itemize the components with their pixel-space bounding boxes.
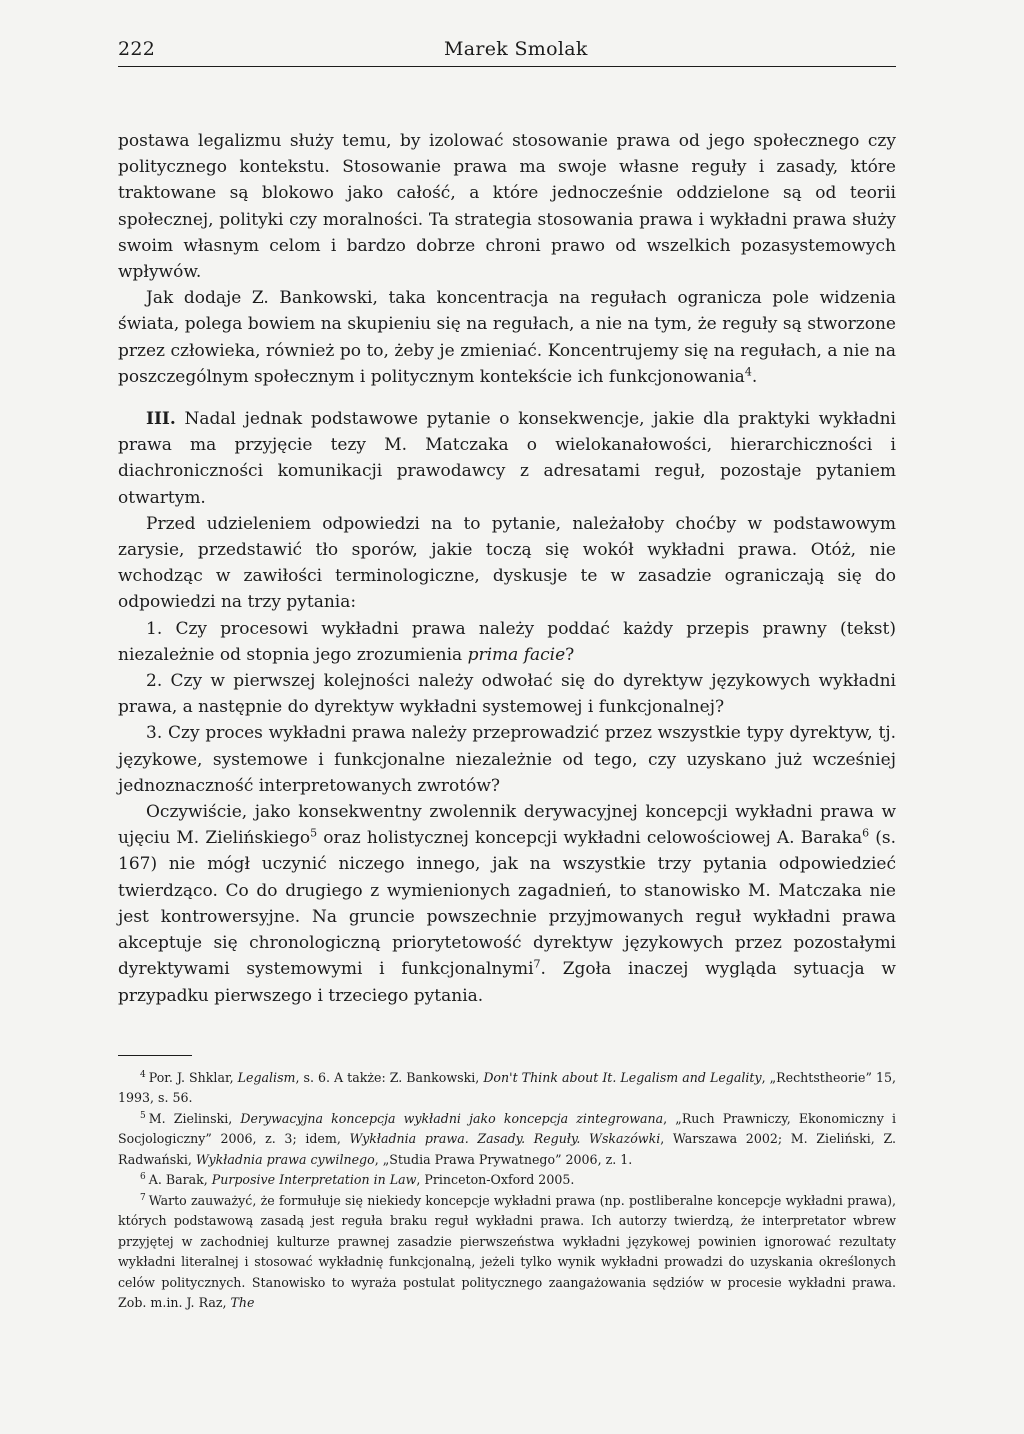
paragraph-text: Nadal jednak podstawowe pytanie o konsekwencje, jakie dla praktyki wykładni prawa ma przyjęcie tezy M. Matczaka o wielokanałowości, hierarchiczności i diachroniczności komunikacji prawodawcy z adresatami reguł, pozostaje pytaniem otwartym. <box>118 409 896 508</box>
paragraph-text: Oczywiście, jako konsekwentny zwolennik derywacyjnej koncepcji wykładni prawa w ujęciu M. Zielińskiego <box>118 802 896 849</box>
footnote-separator <box>118 1055 192 1056</box>
footnote-text: A. Barak, <box>148 1172 212 1188</box>
footnote-ref: 5 <box>310 826 318 840</box>
footnote-text: , s. 6. A także: Z. Bankowski, <box>295 1069 484 1085</box>
paragraph-text: postawa legalizmu służy temu, by izolować stosowanie prawa od jego społecznego czy politycznego kontekstu. Stosowanie prawa ma swoje własne reguły i zasady, które traktowane są blokowo jako całość, a które jednocześnie oddzielone są od teorii społecznej, polityki czy moralności. Ta strategia stosowania prawa i wykładni prawa służy swoim własnym celom i bardzo dobrze chroni prawo od wszelkich pozasystemowych wpływów. <box>118 131 896 283</box>
footnote-text: Por. J. Shklar, <box>148 1069 238 1085</box>
header-rule <box>118 66 896 67</box>
paragraph <box>118 511 896 616</box>
question-item <box>118 668 896 720</box>
footnote-text: , „Rechtstheorie” 15, 1993, s. 56. <box>118 1069 896 1106</box>
footnote-title: Wykładnia prawa. Zasady. Reguły. Wskazówki <box>349 1131 661 1147</box>
paragraph-text: oraz holistycznej koncepcji wykładni celowościowej A. Baraka <box>317 828 863 849</box>
footnote-number: 4 <box>140 1069 146 1080</box>
footnote-text: M. Zielinski, <box>148 1110 241 1126</box>
footnote-text: , Princeton-Oxford 2005. <box>416 1172 575 1188</box>
paragraph-text: (s. 167) nie mógł uczynić niczego innego, jak na wszystkie trzy pytania odpowiedzieć twierdząco. Co do drugiego z wymienionych zagadnień, to stanowisko M. Matczaka nie jest kontrowersyjne. Na gruncie powszechnie przyjmowanych reguł wykładni prawa akceptuje się chronologiczną priorytetowość dyrektyw językowych przez pozostałymi dyrektywami systemowymi i funkcjonalnymi <box>118 828 897 980</box>
question-item <box>118 616 896 668</box>
footnote-title: The <box>230 1295 255 1311</box>
section-number: III. <box>146 409 176 430</box>
paragraph <box>118 128 896 285</box>
footnote <box>118 1191 896 1314</box>
italic-term: prima facie <box>467 644 566 665</box>
footnote-number: 7 <box>140 1192 146 1203</box>
footnote-text: Warto zauważyć, że formułuje się niekiedy koncepcje wykładni prawa (np. postliberalne koncepcje wykładni prawa), których podstawową zasadą jest reguła braku reguł wykładni prawa. Ich autorzy twierdzą, że interpretator wbrew przyjętej w zachodniej kulturze prawnej zasadzie pierwszeństwa wykładni językowej powinien ignorować rezultaty wykładni literalnej i stosować wykładnię funkcjonalną, jeżeli tylko wynik wykładni prowadzi do uzyskania określonych celów politycznych. Stanowisko to wyraża postulat politycznego zaangażowania sędziów w procesie wykładni prawa. Zob. m.in. J. Raz, <box>118 1192 896 1311</box>
footnote-number: 6 <box>140 1172 146 1183</box>
footnote-text: , „Studia Prawa Prywatnego” 2006, z. 1. <box>374 1151 633 1167</box>
footnote <box>118 1109 896 1171</box>
paragraph-text: . <box>751 366 758 387</box>
footnote-ref: 7 <box>533 957 541 971</box>
footnote-ref: 4 <box>744 365 752 379</box>
question-item <box>118 720 896 799</box>
footnotes <box>118 1068 896 1314</box>
paragraph-text: ? <box>565 644 575 665</box>
page-header <box>118 34 896 64</box>
running-head: Marek Smolak <box>444 38 588 60</box>
paragraph-text: 1. Czy procesowi wykładni prawa należy poddać każdy przepis prawny (tekst) niezależnie od stopnia jego zrozumienia <box>118 618 896 665</box>
footnote-number: 5 <box>140 1110 146 1121</box>
section-paragraph <box>118 406 896 511</box>
footnote-title: Wykładnia prawa cywilnego <box>195 1151 375 1167</box>
footnote-title: Purposive Interpretation in Law <box>211 1172 417 1188</box>
footnote-ref: 6 <box>862 826 870 840</box>
paragraph-text: 2. Czy w pierwszej kolejności należy odwołać się do dyrektyw językowych wykładni prawa, a następnie do dyrektyw wykładni systemowej i funkcjonalnej? <box>118 671 896 718</box>
footnote <box>118 1068 896 1109</box>
footnote-text: , „Ruch Prawniczy, Ekonomiczny i Socjologiczny” 2006, z. 3; idem, <box>118 1110 896 1147</box>
paragraph-text: Jak dodaje Z. Bankowski, taka koncentracja na regułach ogranicza pole widzenia świata, polega bowiem na skupieniu się na regułach, a nie na tym, że reguły są stworzone przez człowieka, również po to, żeby je zmieniać. Koncentrujemy się na regułach, a nie na poszczególnym społecznym i politycznym kontekście ich funkcjonowania <box>118 288 896 387</box>
footnote-title: Legalism <box>237 1069 296 1085</box>
paragraph <box>118 799 896 1009</box>
paragraph-text: . Zgoła inaczej wygląda sytuacja w przypadku pierwszego i trzeciego pytania. <box>118 959 896 1006</box>
paragraph-text: Przed udzieleniem odpowiedzi na to pytanie, należałoby choćby w podstawowym zarysie, przedstawić tło sporów, jakie toczą się wokół wykładni prawa. Otóż, nie wchodząc w zawiłości terminologiczne, dyskusje te w zasadzie ograniczają się do odpowiedzi na trzy pytania: <box>118 513 896 613</box>
footnote-title: Don't Think about It. Legalism and Legality <box>483 1069 762 1085</box>
paragraph <box>118 285 896 390</box>
footnote <box>118 1170 896 1191</box>
footnote-title: Derywacyjna koncepcja wykładni jako koncepcja zintegrowana <box>240 1110 664 1126</box>
page-number: 222 <box>118 38 156 60</box>
footnote-text: , Warszawa 2002; M. Zieliński, Z. Radwański, <box>118 1131 896 1167</box>
main-text <box>118 128 896 1009</box>
paragraph-text: 3. Czy proces wykładni prawa należy przeprowadzić przez wszystkie typy dyrektyw, tj. językowe, systemowe i funkcjonalne niezależnie od tego, czy uzyskano już wcześniej jednoznaczność interpretowanych zwrotów? <box>118 723 896 796</box>
